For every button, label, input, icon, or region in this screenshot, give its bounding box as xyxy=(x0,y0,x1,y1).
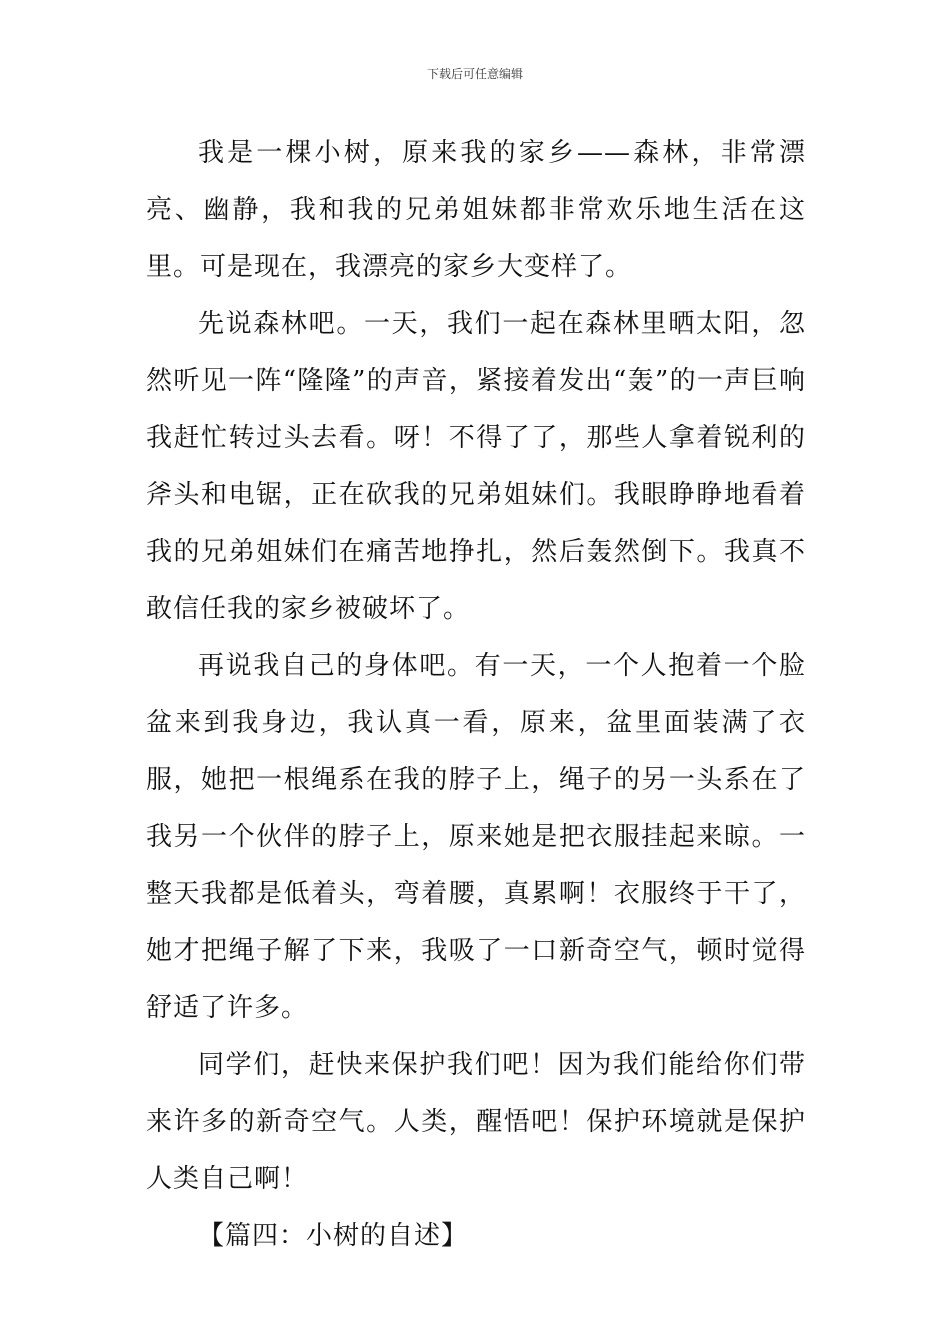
page-header-note: 下载后可任意编辑 xyxy=(426,67,523,81)
section-heading: 【篇四：小树的自述】 xyxy=(198,1221,469,1251)
paragraph-1: 我是一棵小树，原来我的家乡——森林，非常漂亮、幽静，我和我的兄弟姐妹都非常欢乐地生活在这里。可是现在，我漂亮的家乡大变样了。 xyxy=(146,138,806,282)
paragraph-2: 先说森林吧。一天，我们一起在森林里晒太阳，忽然听见一阵“隆隆”的声音，紧接着发出“轰”的一声巨响我赶忙转过头去看。呀！不得了了，那些人拿着锐利的斧头和电锯，正在砍我的兄弟姐妹们。我眼睁睁地看着我的兄弟姐妹们在痛苦地挣扎，然后轰然倒下。我真不敢信任我的家乡被破坏了。 xyxy=(146,309,806,624)
paragraph-4: 同学们，赶快来保护我们吧！因为我们能给你们带来许多的新奇空气。人类，醒悟吧！保护环境就是保护人类自己啊！ xyxy=(146,1050,806,1194)
article-body xyxy=(146,125,806,1265)
paragraph-3: 再说我自己的身体吧。有一天，一个人抱着一个脸盆来到我身边，我认真一看，原来，盆里面装满了衣服，她把一根绳系在我的脖子上，绳子的另一头系在了我另一个伙伴的脖子上，原来她是把衣服挂起来晾。一整天我都是低着头，弯着腰，真累啊！衣服终于干了，她才把绳子解了下来，我吸了一口新奇空气，顿时觉得舒适了许多。 xyxy=(146,651,806,1023)
